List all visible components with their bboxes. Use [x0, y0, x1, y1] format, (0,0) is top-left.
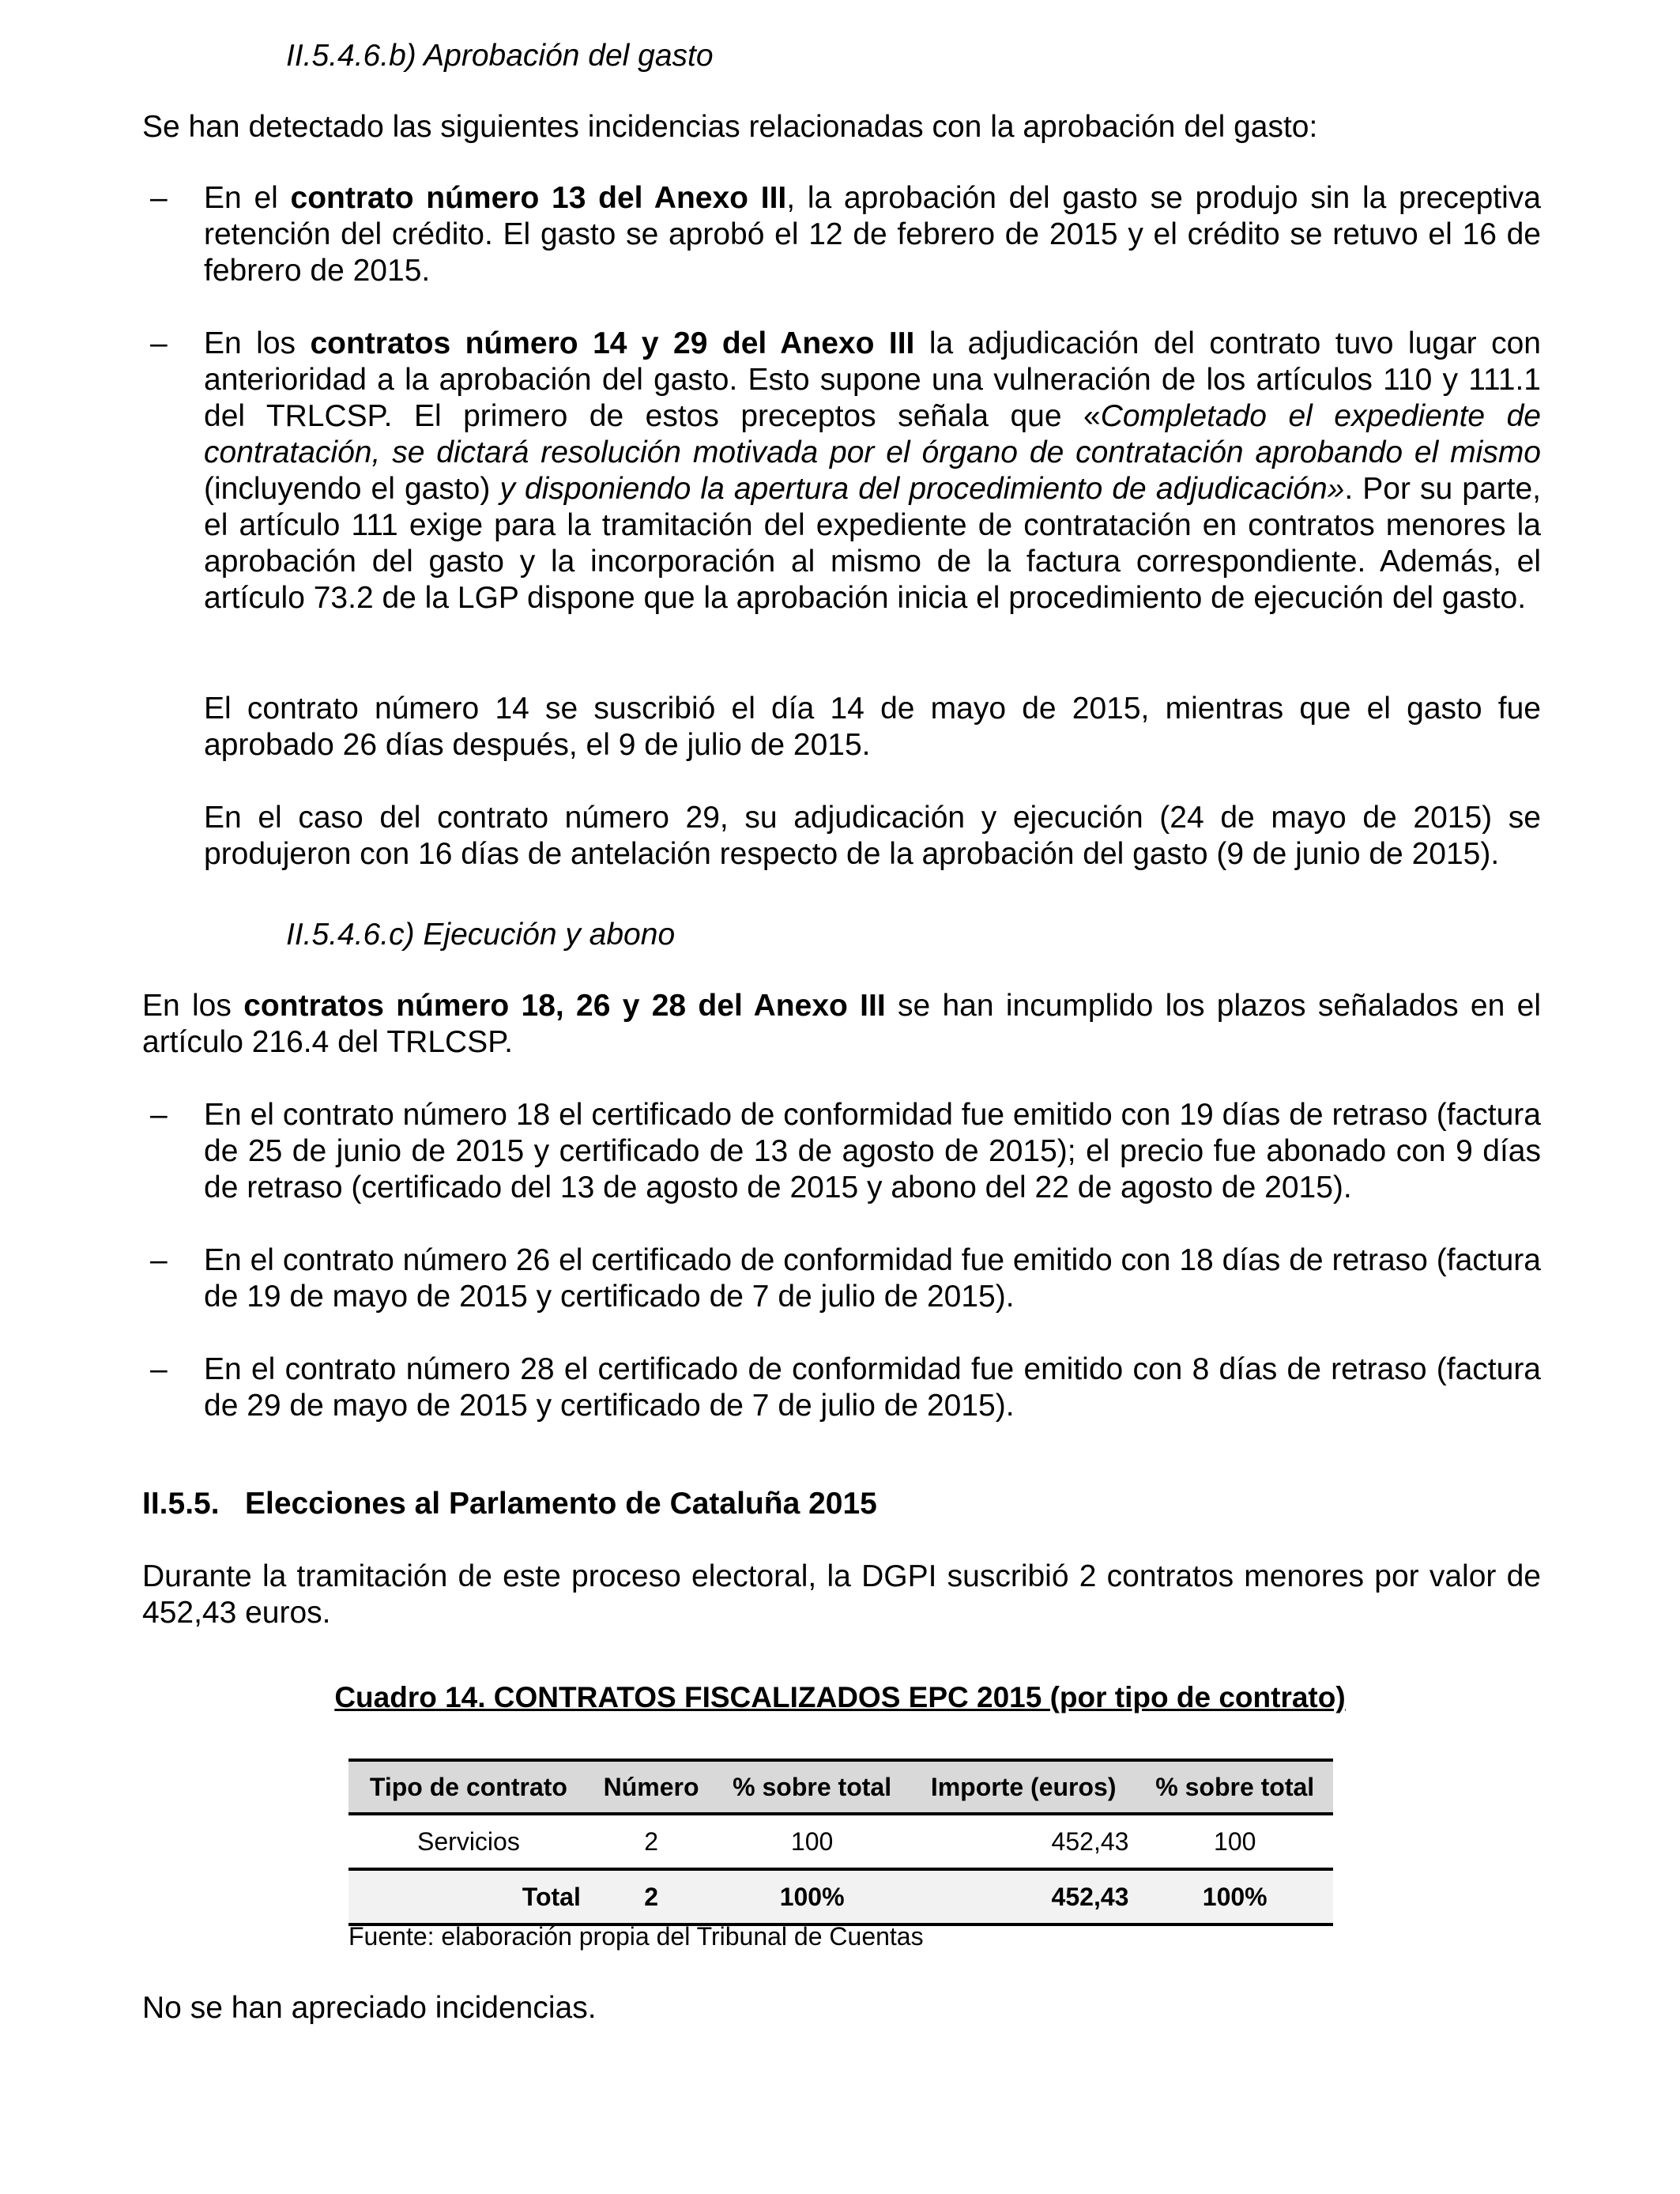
cell-type: Servicios [417, 1826, 520, 1856]
total-label: Total [348, 1869, 589, 1924]
paragraph-contract-29: En el caso del contrato número 29, su adjudicación y ejecución (24 de mayo de 2015) se produjeron con 16 días de antelación respecto de la aprobación del gasto (9 de junio de 2015). [204, 801, 1541, 871]
subsection-heading-b: II.5.4.6.b) Aprobación del gasto [286, 39, 714, 73]
table-title: Cuadro 14. CONTRATOS FISCALIZADOS EPC 2015 (por tipo de contrato) [334, 1681, 1346, 1713]
col-header-amount: Importe (euros) [910, 1760, 1137, 1814]
incidence-contract-26: En el contrato número 26 el certificado de conformidad fue emitido con 18 días de retraso (factura de 19 de mayo de 2015 y certificado de 7 de julio de 2015). [204, 1243, 1541, 1314]
total-number: 2 [589, 1869, 714, 1924]
total-amount: 452,43 [910, 1869, 1137, 1924]
contracts-table [348, 1759, 1333, 1926]
subsection-heading-c: II.5.4.6.c) Ejecución y abono [286, 918, 676, 952]
incidence-contracts-14-29: En los contratos número 14 y 29 del Anexo III la adjudicación del contrato tuvo lugar con anterioridad a la aprobación del gasto. Esto supone una vulneración de los artículos 110 y 111.1 del TRLCSP. El primero de estos preceptos señala que «Completado el expediente de contratación, se dictará resolución motivada por el órgano de contratación aprobando el mismo (incluyendo el gasto) y disponiendo la apertura del procedimiento de adjudicación». Por su parte, el artículo 111 exige para la tramitación del expediente de contratación en contratos menores la aprobación del gasto y la incorporación al mismo de la factura correspondiente. Además, el artículo 73.2 de la LGP dispone que la aprobación inicia el procedimiento de ejecución del gasto. [204, 326, 1542, 615]
cell-number: 2 [644, 1826, 658, 1856]
col-header-number: Número [589, 1760, 714, 1814]
col-header-pct-number: % sobre total [714, 1760, 910, 1814]
dash-bullet: – [150, 1098, 168, 1132]
elections-paragraph: Durante la tramitación de este proceso electoral, la DGPI suscribió 2 contratos menores por valor de 452,43 euros. [142, 1559, 1541, 1630]
section-heading-2-5-5: II.5.5. Elecciones al Parlamento de Cataluña 2015 [142, 1487, 877, 1521]
table-header-row [348, 1760, 1333, 1814]
cell-pct-number: 100 [790, 1826, 834, 1856]
col-header-type: Tipo de contrato [348, 1760, 589, 1814]
dash-bullet: – [150, 1243, 168, 1277]
table-row [348, 1814, 1333, 1869]
incidence-contract-13: En el contrato número 13 del Anexo III, la aprobación del gasto se produjo sin la preceptiva retención del crédito. El gasto se aprobó el 12 de febrero de 2015 y el crédito se retuvo el 16 de febrero de 2015. [204, 181, 1541, 288]
intro-paragraph-b: Se han detectado las siguientes incidencias relacionadas con la aprobación del gasto: [142, 110, 1318, 144]
incidence-contract-18: En el contrato número 18 el certificado de conformidad fue emitido con 19 días de retraso (factura de 25 de junio de 2015 y certificado de 13 de agosto de 2015); el precio fue abonado con 9 días de retraso (certificado del 13 de agosto de 2015 y abono del 22 de agosto de 2015). [204, 1098, 1541, 1204]
table-total-row [348, 1869, 1333, 1924]
intro-paragraph-c: En los contratos número 18, 26 y 28 del Anexo III se han incumplido los plazos señalados en el artículo 216.4 del TRLCSP. [142, 989, 1541, 1059]
col-header-pct-amount: % sobre total [1136, 1760, 1333, 1814]
total-pct-number: 100% [714, 1869, 910, 1924]
table-source-note: Fuente: elaboración propia del Tribunal de Cuentas [348, 1922, 924, 1951]
total-pct-amount: 100% [1136, 1869, 1333, 1924]
cell-amount: 452,43 [1051, 1826, 1129, 1856]
dash-bullet: – [150, 326, 168, 360]
paragraph-contract-14: El contrato número 14 se suscribió el día 14 de mayo de 2015, mientras que el gasto fue aprobado 26 días después, el 9 de julio de 2015. [204, 692, 1541, 762]
dash-bullet: – [150, 181, 168, 215]
dash-bullet: – [150, 1352, 168, 1386]
closing-paragraph: No se han apreciado incidencias. [142, 1991, 597, 2025]
incidence-contract-28: En el contrato número 28 el certificado de conformidad fue emitido con 8 días de retraso (factura de 29 de mayo de 2015 y certificado de 7 de julio de 2015). [204, 1352, 1541, 1423]
cell-pct-amount: 100 [1214, 1826, 1256, 1856]
